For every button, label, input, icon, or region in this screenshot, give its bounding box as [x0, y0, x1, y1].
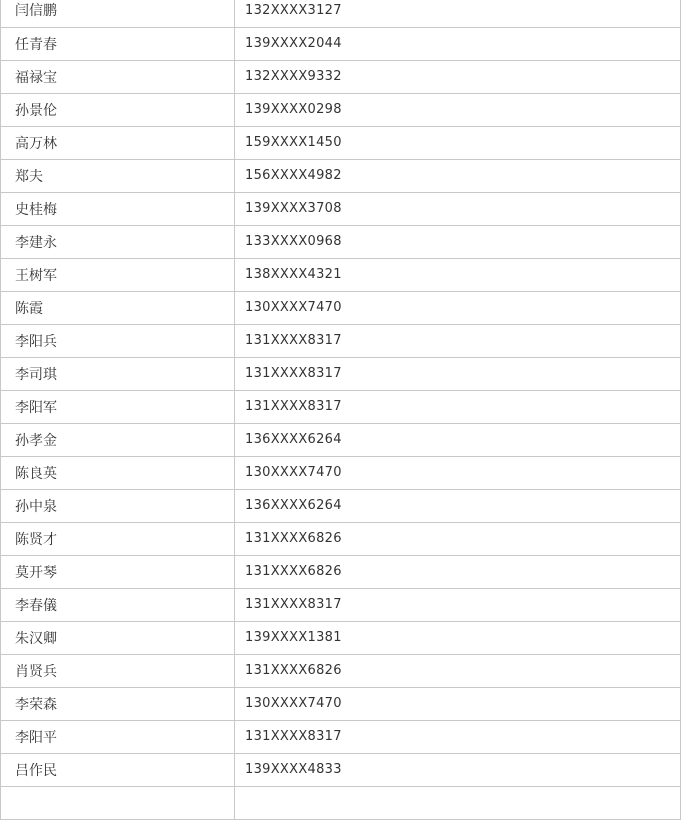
name-cell: 孙孝金 — [1, 423, 235, 456]
phone-cell: 139XXXX2044 — [235, 27, 681, 60]
table-row — [1, 423, 681, 456]
table-row — [1, 60, 681, 93]
name-cell: 李荣森 — [1, 687, 235, 720]
table-row — [1, 786, 681, 819]
table-row — [1, 555, 681, 588]
phone-cell: 131XXXX8317 — [235, 357, 681, 390]
phone-cell — [235, 786, 681, 819]
name-cell: 陈贤才 — [1, 522, 235, 555]
table-row — [1, 687, 681, 720]
phone-cell: 130XXXX7470 — [235, 291, 681, 324]
table-row — [1, 456, 681, 489]
table-row — [1, 588, 681, 621]
name-cell: 陈良英 — [1, 456, 235, 489]
table-row — [1, 357, 681, 390]
name-cell: 肖贤兵 — [1, 654, 235, 687]
table-row — [1, 324, 681, 357]
name-cell: 李阳平 — [1, 720, 235, 753]
table-row — [1, 720, 681, 753]
contact-table-body — [1, 0, 681, 819]
phone-cell: 130XXXX7470 — [235, 687, 681, 720]
table-row — [1, 93, 681, 126]
table-row — [1, 126, 681, 159]
table-row — [1, 621, 681, 654]
name-cell: 李阳兵 — [1, 324, 235, 357]
phone-cell: 131XXXX8317 — [235, 324, 681, 357]
phone-cell: 131XXXX6826 — [235, 522, 681, 555]
table-row — [1, 489, 681, 522]
phone-cell: 131XXXX8317 — [235, 588, 681, 621]
phone-cell: 159XXXX1450 — [235, 126, 681, 159]
table-row — [1, 192, 681, 225]
table-row — [1, 27, 681, 60]
name-cell: 高万林 — [1, 126, 235, 159]
phone-cell: 131XXXX8317 — [235, 720, 681, 753]
phone-cell: 132XXXX9332 — [235, 60, 681, 93]
table-row — [1, 753, 681, 786]
name-cell: 朱汉卿 — [1, 621, 235, 654]
phone-cell: 131XXXX6826 — [235, 654, 681, 687]
name-cell: 吕作民 — [1, 753, 235, 786]
table-row — [1, 225, 681, 258]
name-cell: 陈霞 — [1, 291, 235, 324]
phone-cell: 133XXXX0968 — [235, 225, 681, 258]
phone-cell: 139XXXX3708 — [235, 192, 681, 225]
phone-cell: 130XXXX7470 — [235, 456, 681, 489]
table-row — [1, 291, 681, 324]
table-row — [1, 654, 681, 687]
name-cell: 闫信鹏 — [1, 0, 235, 27]
name-cell: 李建永 — [1, 225, 235, 258]
phone-cell: 139XXXX4833 — [235, 753, 681, 786]
name-cell: 任青春 — [1, 27, 235, 60]
name-cell: 王树军 — [1, 258, 235, 291]
phone-cell: 131XXXX6826 — [235, 555, 681, 588]
name-cell: 李阳军 — [1, 390, 235, 423]
name-cell: 莫开琴 — [1, 555, 235, 588]
phone-cell: 136XXXX6264 — [235, 423, 681, 456]
phone-cell: 136XXXX6264 — [235, 489, 681, 522]
phone-cell: 156XXXX4982 — [235, 159, 681, 192]
table-row — [1, 159, 681, 192]
phone-cell: 139XXXX0298 — [235, 93, 681, 126]
phone-cell: 138XXXX4321 — [235, 258, 681, 291]
name-cell: 郑夫 — [1, 159, 235, 192]
name-cell: 孙中泉 — [1, 489, 235, 522]
table-row — [1, 390, 681, 423]
name-cell: 李司琪 — [1, 357, 235, 390]
name-cell: 福禄宝 — [1, 60, 235, 93]
phone-cell: 132XXXX3127 — [235, 0, 681, 27]
table-row — [1, 522, 681, 555]
table-row — [1, 258, 681, 291]
phone-cell: 139XXXX1381 — [235, 621, 681, 654]
table-row — [1, 0, 681, 27]
name-cell — [1, 786, 235, 819]
phone-cell: 131XXXX8317 — [235, 390, 681, 423]
name-cell: 李春儀 — [1, 588, 235, 621]
name-cell: 孙景伦 — [1, 93, 235, 126]
name-cell: 史桂梅 — [1, 192, 235, 225]
